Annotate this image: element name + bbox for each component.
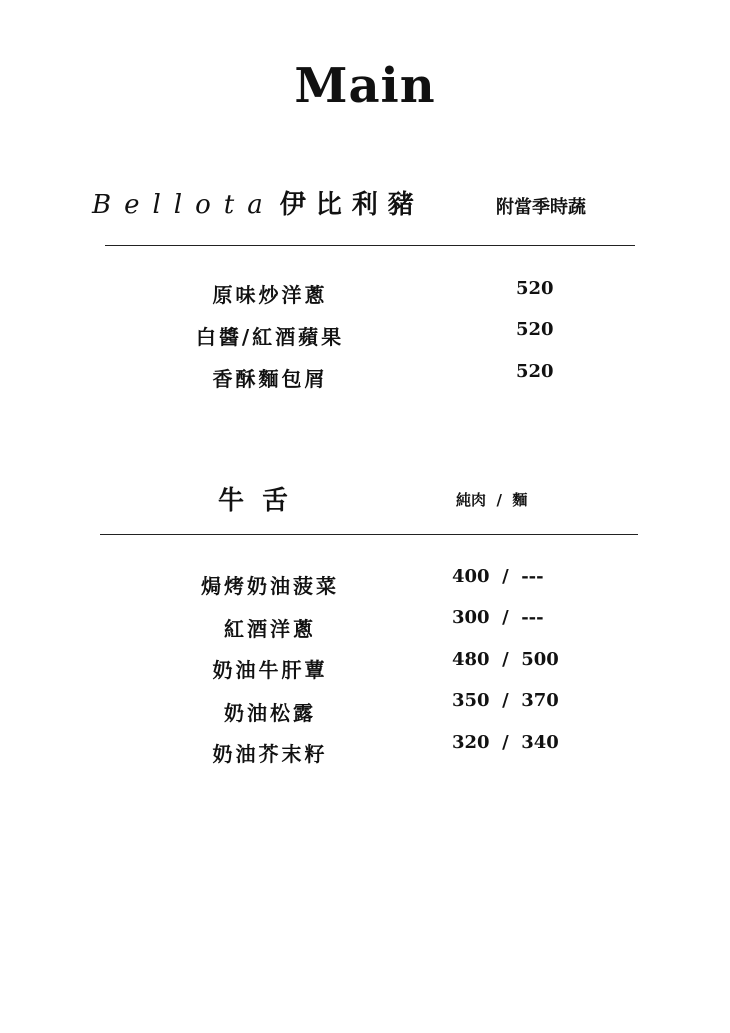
bellota-item-price: 520 (516, 278, 554, 299)
bellota-item-name: 香酥麵包屑 (212, 367, 328, 391)
tongue-item-name: 紅酒洋蔥 (224, 617, 316, 641)
section-divider (100, 534, 638, 535)
section-divider (105, 245, 635, 246)
tongue-item-name: 焗烤奶油菠菜 (201, 574, 339, 598)
tongue-item-name: 奶油松露 (224, 701, 316, 725)
tongue-column-note: 純肉 / 麵 (456, 491, 528, 509)
tongue-item-price: 480 / 500 (452, 649, 559, 670)
tongue-item-name: 奶油芥末籽 (212, 742, 328, 766)
bellota-side-note: 附當季時蔬 (496, 197, 586, 218)
bellota-section-heading (92, 184, 424, 221)
tongue-section-heading: 牛舌 (218, 486, 307, 516)
bellota-item-name: 原味炒洋蔥 (212, 283, 328, 307)
bellota-heading-cjk: 伊比利豬 (279, 190, 424, 220)
tongue-item-price: 320 / 340 (452, 732, 559, 753)
tongue-item-price: 350 / 370 (452, 690, 559, 711)
tongue-item-price: 400 / --- (452, 566, 544, 587)
bellota-item-price: 520 (516, 361, 554, 382)
tongue-item-name: 奶油牛肝蕈 (212, 658, 328, 682)
bellota-heading-latin: Bellota (92, 190, 276, 220)
bellota-item-price: 520 (516, 319, 554, 340)
bellota-item-name: 白醬/紅酒蘋果 (195, 325, 345, 349)
page-title: Main (294, 58, 436, 114)
tongue-item-price: 300 / --- (452, 607, 544, 628)
